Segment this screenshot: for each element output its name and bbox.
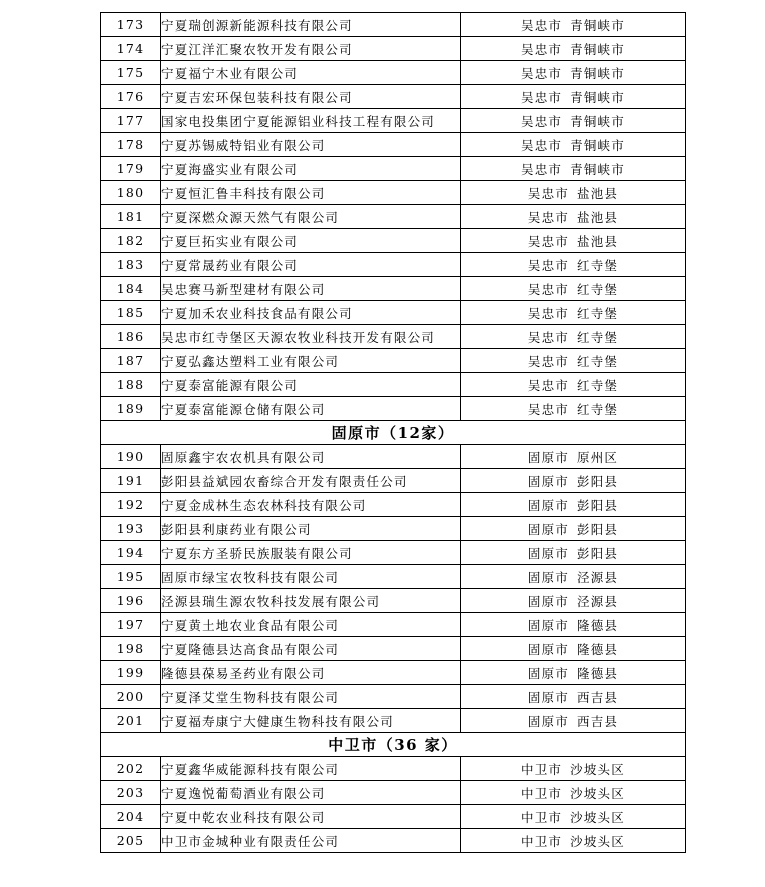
district-name: 西吉县 xyxy=(577,689,619,705)
company-name: 中卫市金城种业有限责任公司 xyxy=(161,829,461,853)
location-cell xyxy=(461,637,686,661)
company-name: 泾源县瑞生源农牧科技发展有限公司 xyxy=(161,589,461,613)
company-name: 宁夏福寿康宁大健康生物科技有限公司 xyxy=(161,709,461,733)
company-name: 固原市绿宝农牧科技有限公司 xyxy=(161,565,461,589)
table-row xyxy=(101,469,686,493)
location-cell xyxy=(461,829,686,853)
district-name: 沙坡头区 xyxy=(570,785,625,801)
location-cell xyxy=(461,277,686,301)
district-name: 沙坡头区 xyxy=(570,761,625,777)
table-row xyxy=(101,565,686,589)
company-name: 彭阳县利康药业有限公司 xyxy=(161,517,461,541)
table-row xyxy=(101,253,686,277)
district-name: 红寺堡 xyxy=(577,377,619,393)
table-row xyxy=(101,445,686,469)
row-number: 180 xyxy=(101,181,161,205)
section-title: 中卫市（36 家） xyxy=(101,733,686,757)
table-row xyxy=(101,493,686,517)
district-name: 彭阳县 xyxy=(577,521,619,537)
location-cell xyxy=(461,61,686,85)
city-name: 吴忠市 xyxy=(527,305,569,321)
location-cell xyxy=(461,445,686,469)
table-row xyxy=(101,637,686,661)
city-name: 吴忠市 xyxy=(527,281,569,297)
company-name: 宁夏东方圣骄民族服装有限公司 xyxy=(161,541,461,565)
table-row xyxy=(101,613,686,637)
row-number: 204 xyxy=(101,805,161,829)
district-name: 隆德县 xyxy=(577,617,619,633)
row-number: 184 xyxy=(101,277,161,301)
row-number: 193 xyxy=(101,517,161,541)
district-name: 沙坡头区 xyxy=(570,809,625,825)
row-number: 191 xyxy=(101,469,161,493)
table-row xyxy=(101,781,686,805)
table-row xyxy=(101,277,686,301)
company-name: 宁夏黄土地农业食品有限公司 xyxy=(161,613,461,637)
row-number: 173 xyxy=(101,13,161,37)
table-body xyxy=(101,13,686,853)
location-cell xyxy=(461,589,686,613)
district-name: 青铜峡市 xyxy=(570,113,625,129)
district-name: 青铜峡市 xyxy=(570,41,625,57)
location-cell xyxy=(461,397,686,421)
city-name: 吴忠市 xyxy=(521,89,563,105)
company-name: 吴忠赛马新型建材有限公司 xyxy=(161,277,461,301)
district-name: 红寺堡 xyxy=(577,257,619,273)
table-row xyxy=(101,157,686,181)
row-number: 202 xyxy=(101,757,161,781)
row-number: 186 xyxy=(101,325,161,349)
row-number: 190 xyxy=(101,445,161,469)
district-name: 盐池县 xyxy=(577,185,619,201)
city-name: 固原市 xyxy=(527,617,569,633)
row-number: 179 xyxy=(101,157,161,181)
table-row xyxy=(101,661,686,685)
location-cell xyxy=(461,613,686,637)
district-name: 青铜峡市 xyxy=(570,137,625,153)
district-name: 盐池县 xyxy=(577,233,619,249)
table-row xyxy=(101,349,686,373)
city-name: 吴忠市 xyxy=(527,401,569,417)
row-number: 198 xyxy=(101,637,161,661)
district-name: 红寺堡 xyxy=(577,329,619,345)
company-name: 宁夏常晟药业有限公司 xyxy=(161,253,461,277)
section-header-row xyxy=(101,733,686,757)
company-name: 宁夏福宁木业有限公司 xyxy=(161,61,461,85)
row-number: 181 xyxy=(101,205,161,229)
city-name: 吴忠市 xyxy=(527,353,569,369)
city-name: 吴忠市 xyxy=(527,257,569,273)
company-name: 宁夏金成林生态农林科技有限公司 xyxy=(161,493,461,517)
company-list-table xyxy=(100,12,686,853)
company-name: 宁夏苏锡威特铝业有限公司 xyxy=(161,133,461,157)
company-name: 宁夏吉宏环保包装科技有限公司 xyxy=(161,85,461,109)
location-cell xyxy=(461,469,686,493)
district-name: 红寺堡 xyxy=(577,353,619,369)
location-cell xyxy=(461,517,686,541)
location-cell xyxy=(461,757,686,781)
table-row xyxy=(101,61,686,85)
company-name: 宁夏隆德县达高食品有限公司 xyxy=(161,637,461,661)
city-name: 固原市 xyxy=(527,545,569,561)
company-name: 彭阳县益斌园农畜综合开发有限责任公司 xyxy=(161,469,461,493)
location-cell xyxy=(461,181,686,205)
row-number: 187 xyxy=(101,349,161,373)
company-name: 宁夏泽艾堂生物科技有限公司 xyxy=(161,685,461,709)
row-number: 174 xyxy=(101,37,161,61)
location-cell xyxy=(461,205,686,229)
company-name: 宁夏中乾农业科技有限公司 xyxy=(161,805,461,829)
city-name: 固原市 xyxy=(527,521,569,537)
location-cell xyxy=(461,565,686,589)
row-number: 178 xyxy=(101,133,161,157)
city-name: 吴忠市 xyxy=(527,209,569,225)
district-name: 青铜峡市 xyxy=(570,17,625,33)
company-name: 宁夏深燃众源天然气有限公司 xyxy=(161,205,461,229)
city-name: 固原市 xyxy=(527,665,569,681)
city-name: 固原市 xyxy=(527,593,569,609)
city-name: 吴忠市 xyxy=(521,137,563,153)
location-cell xyxy=(461,661,686,685)
district-name: 彭阳县 xyxy=(577,473,619,489)
table-row xyxy=(101,589,686,613)
city-name: 中卫市 xyxy=(521,785,563,801)
row-number: 183 xyxy=(101,253,161,277)
city-name: 吴忠市 xyxy=(521,161,563,177)
city-name: 吴忠市 xyxy=(527,329,569,345)
location-cell xyxy=(461,85,686,109)
district-name: 彭阳县 xyxy=(577,545,619,561)
row-number: 196 xyxy=(101,589,161,613)
row-number: 199 xyxy=(101,661,161,685)
table-row xyxy=(101,109,686,133)
location-cell xyxy=(461,685,686,709)
company-name: 宁夏恒汇鲁丰科技有限公司 xyxy=(161,181,461,205)
row-number: 177 xyxy=(101,109,161,133)
city-name: 固原市 xyxy=(527,689,569,705)
company-name: 吴忠市红寺堡区天源农牧业科技开发有限公司 xyxy=(161,325,461,349)
company-name: 宁夏巨拓实业有限公司 xyxy=(161,229,461,253)
city-name: 中卫市 xyxy=(521,809,563,825)
district-name: 红寺堡 xyxy=(577,305,619,321)
city-name: 固原市 xyxy=(527,449,569,465)
row-number: 194 xyxy=(101,541,161,565)
row-number: 185 xyxy=(101,301,161,325)
city-name: 中卫市 xyxy=(521,833,563,849)
table-row xyxy=(101,373,686,397)
table-row xyxy=(101,181,686,205)
company-name: 宁夏弘鑫达塑料工业有限公司 xyxy=(161,349,461,373)
city-name: 吴忠市 xyxy=(521,41,563,57)
row-number: 175 xyxy=(101,61,161,85)
row-number: 182 xyxy=(101,229,161,253)
row-number: 203 xyxy=(101,781,161,805)
location-cell xyxy=(461,253,686,277)
table-row xyxy=(101,133,686,157)
district-name: 红寺堡 xyxy=(577,401,619,417)
district-name: 盐池县 xyxy=(577,209,619,225)
district-name: 隆德县 xyxy=(577,641,619,657)
row-number: 189 xyxy=(101,397,161,421)
company-name: 宁夏逸悦葡萄酒业有限公司 xyxy=(161,781,461,805)
table-row xyxy=(101,685,686,709)
row-number: 197 xyxy=(101,613,161,637)
company-name: 国家电投集团宁夏能源铝业科技工程有限公司 xyxy=(161,109,461,133)
company-name: 宁夏江洋汇聚农牧开发有限公司 xyxy=(161,37,461,61)
table-row xyxy=(101,757,686,781)
row-number: 200 xyxy=(101,685,161,709)
row-number: 205 xyxy=(101,829,161,853)
location-cell xyxy=(461,109,686,133)
location-cell xyxy=(461,709,686,733)
district-name: 隆德县 xyxy=(577,665,619,681)
city-name: 固原市 xyxy=(527,713,569,729)
location-cell xyxy=(461,781,686,805)
row-number: 192 xyxy=(101,493,161,517)
table-row xyxy=(101,709,686,733)
company-name: 宁夏瑞创源新能源科技有限公司 xyxy=(161,13,461,37)
location-cell xyxy=(461,493,686,517)
city-name: 固原市 xyxy=(527,473,569,489)
district-name: 青铜峡市 xyxy=(570,161,625,177)
location-cell xyxy=(461,133,686,157)
city-name: 吴忠市 xyxy=(527,185,569,201)
table-row xyxy=(101,397,686,421)
location-cell xyxy=(461,541,686,565)
district-name: 原州区 xyxy=(577,449,619,465)
district-name: 泾源县 xyxy=(577,593,619,609)
location-cell xyxy=(461,349,686,373)
location-cell xyxy=(461,325,686,349)
city-name: 固原市 xyxy=(527,641,569,657)
table-row xyxy=(101,37,686,61)
table-row xyxy=(101,229,686,253)
table-row xyxy=(101,805,686,829)
company-name: 宁夏泰富能源仓储有限公司 xyxy=(161,397,461,421)
district-name: 红寺堡 xyxy=(577,281,619,297)
district-name: 泾源县 xyxy=(577,569,619,585)
district-name: 西吉县 xyxy=(577,713,619,729)
table-row xyxy=(101,301,686,325)
company-name: 宁夏海盛实业有限公司 xyxy=(161,157,461,181)
city-name: 吴忠市 xyxy=(521,113,563,129)
table-row xyxy=(101,85,686,109)
company-name: 宁夏鑫华威能源科技有限公司 xyxy=(161,757,461,781)
city-name: 固原市 xyxy=(527,497,569,513)
section-header-row xyxy=(101,421,686,445)
company-name: 固原鑫宇农农机具有限公司 xyxy=(161,445,461,469)
city-name: 吴忠市 xyxy=(521,65,563,81)
city-name: 固原市 xyxy=(527,569,569,585)
company-name: 隆德县葆易圣药业有限公司 xyxy=(161,661,461,685)
district-name: 彭阳县 xyxy=(577,497,619,513)
row-number: 176 xyxy=(101,85,161,109)
city-name: 吴忠市 xyxy=(521,17,563,33)
location-cell xyxy=(461,805,686,829)
city-name: 吴忠市 xyxy=(527,233,569,249)
location-cell xyxy=(461,301,686,325)
location-cell xyxy=(461,13,686,37)
table-row xyxy=(101,829,686,853)
company-name: 宁夏泰富能源有限公司 xyxy=(161,373,461,397)
row-number: 188 xyxy=(101,373,161,397)
table-row xyxy=(101,517,686,541)
location-cell xyxy=(461,229,686,253)
row-number: 195 xyxy=(101,565,161,589)
location-cell xyxy=(461,157,686,181)
table-row xyxy=(101,541,686,565)
table-row xyxy=(101,325,686,349)
table-row xyxy=(101,205,686,229)
city-name: 吴忠市 xyxy=(527,377,569,393)
district-name: 青铜峡市 xyxy=(570,89,625,105)
row-number: 201 xyxy=(101,709,161,733)
section-title: 固原市（12家） xyxy=(101,421,686,445)
district-name: 青铜峡市 xyxy=(570,65,625,81)
company-name: 宁夏加禾农业科技食品有限公司 xyxy=(161,301,461,325)
city-name: 中卫市 xyxy=(521,761,563,777)
district-name: 沙坡头区 xyxy=(570,833,625,849)
location-cell xyxy=(461,373,686,397)
table-row xyxy=(101,13,686,37)
location-cell xyxy=(461,37,686,61)
